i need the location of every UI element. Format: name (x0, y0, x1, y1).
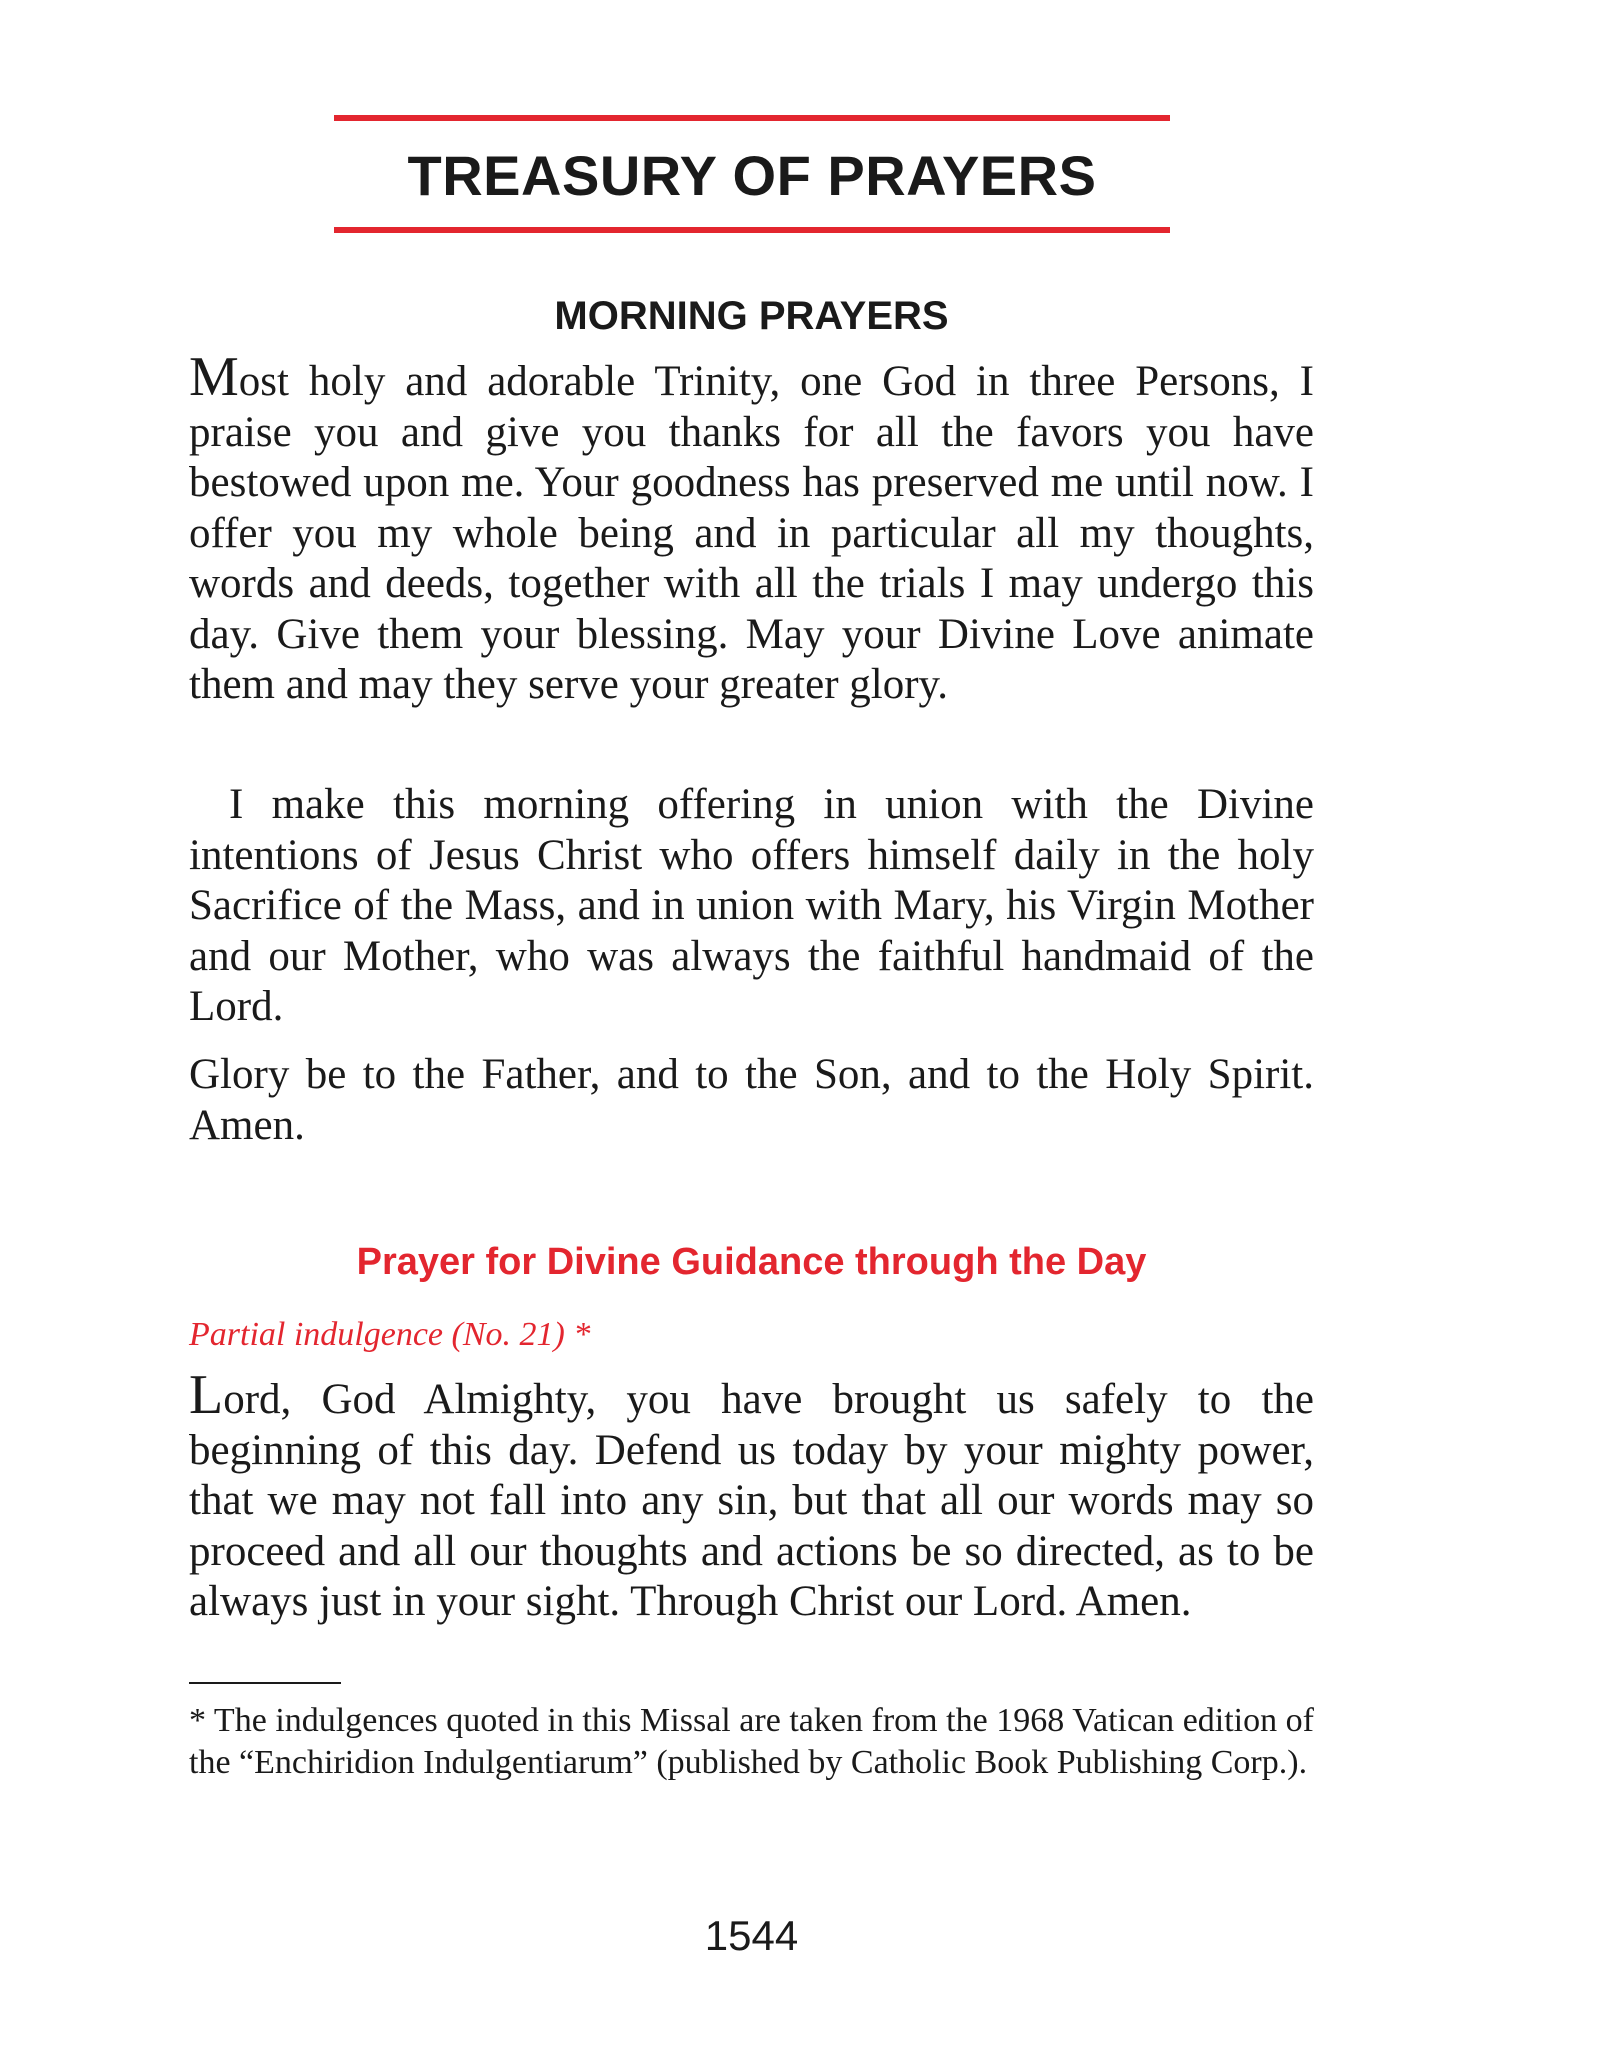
morning-prayer-paragraph-1 (189, 346, 1314, 711)
section-heading-morning-prayers: MORNING PRAYERS (554, 294, 949, 338)
divine-guidance-paragraph (189, 1364, 1314, 1628)
page-number: 1544 (704, 1912, 799, 1959)
footnote: * The indulgences quoted in this Missal are taken from the 1968 Vatican edition of the “Enchiridion Indulgentiarum” (published by Catholic Book Publishing Corp.). (189, 1702, 1314, 1781)
drop-cap-initial: L (189, 1364, 224, 1426)
title-top-rule (334, 115, 1170, 121)
morning-prayer-paragraph-2: I make this morning offering in union with the Divine intentions of Jesus Christ who offers himself daily in the holy Sacrifice of the Mass, and in union with Mary, his Virgin Mother and our Mother, who was always the faithful handmaid of the Lord. (189, 781, 1314, 1030)
paragraph-text: ord, God Almighty, you have brought us safely to the beginning of this day. Defend us today by your mighty power, that we may not fall into any sin, but that all our words may so proceed and all our thoughts and actions be so directed, as to be always just in your sight. Through Christ our Lord. Amen. (189, 1376, 1314, 1625)
footnote-divider (189, 1682, 341, 1684)
title-bottom-rule (334, 227, 1170, 233)
page-title: TREASURY OF PRAYERS (407, 144, 1097, 207)
prayer-heading-divine-guidance: Prayer for Divine Guidance through the Day (356, 1241, 1147, 1283)
glory-be-paragraph: Glory be to the Father, and to the Son, and to the Holy Spirit. Amen. (189, 1051, 1314, 1149)
indulgence-note: Partial indulgence (No. 21) * (189, 1316, 591, 1353)
drop-cap-initial: M (189, 346, 239, 408)
paragraph-text: ost holy and adorable Trinity, one God in three Persons, I praise you and give you thanks for all the favors you have bestowed upon me. Your goodness has preserved me until now. I offer you my whole being and in particular all my thoughts, words and deeds, together with all the trials I may undergo this day. Give them your blessing. May your Divine Love animate them and may they serve your greater glory. (189, 358, 1314, 708)
